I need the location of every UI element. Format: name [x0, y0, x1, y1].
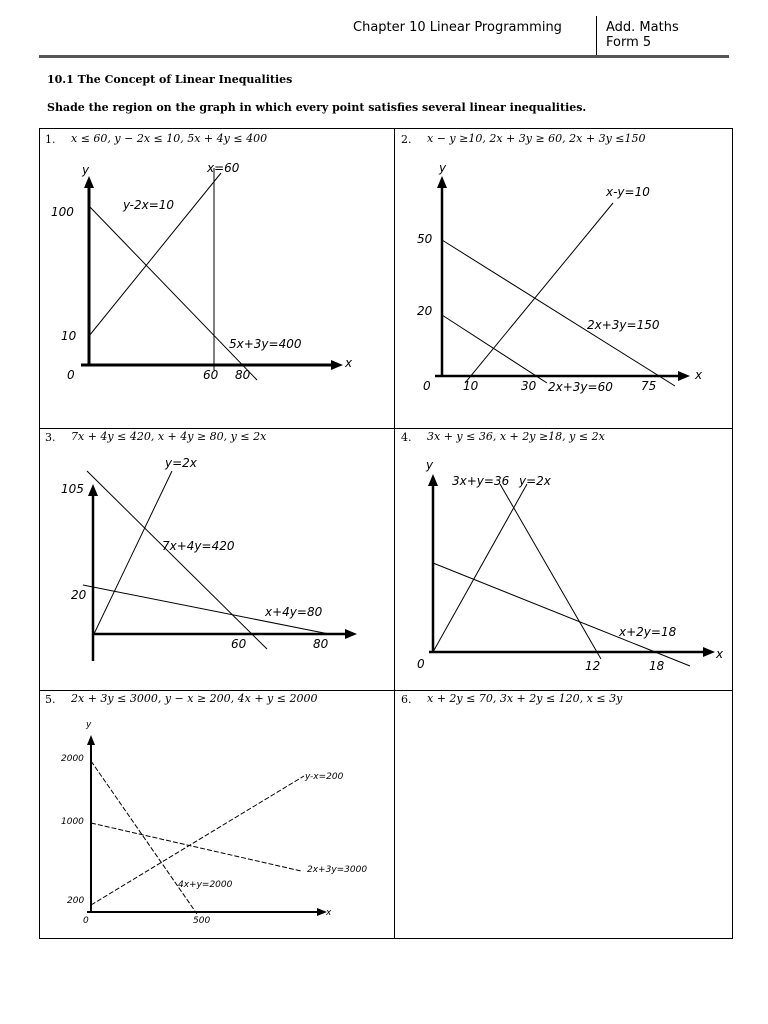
- tick-label-x: 60: [231, 637, 247, 651]
- origin-label: 0: [67, 368, 75, 382]
- tick-label-x: 75: [641, 379, 657, 393]
- question-inequalities: x ≤ 60, y − 2x ≤ 10, 5x + 4y ≤ 400: [71, 132, 268, 145]
- origin-label: 0: [423, 379, 431, 393]
- tick-label-x: 500: [193, 916, 211, 926]
- axis-label-x: x: [695, 368, 703, 382]
- question-inequalities: 2x + 3y ≤ 3000, y − x ≥ 200, 4x + y ≤ 2000: [71, 692, 318, 705]
- question-inequalities: 3x + y ≤ 36, x + 2y ≥18, y ≤ 2x: [427, 430, 605, 443]
- question-5-graph: [39, 691, 394, 939]
- line-2x-3y-150: [442, 240, 675, 386]
- line-label: 4x+y=2000: [178, 880, 233, 890]
- tick-label-y: 20: [417, 304, 433, 318]
- question-number: 2.: [401, 133, 412, 146]
- tick-label-x: 80: [235, 368, 251, 382]
- axis-label-y: y: [82, 163, 90, 177]
- y-axis-arrow: [437, 176, 447, 188]
- line-label: x+2y=18: [619, 625, 677, 639]
- axis-label-y: y: [439, 161, 447, 175]
- tick-label-y: 1000: [61, 817, 84, 827]
- line-label: x+4y=80: [265, 605, 323, 619]
- chapter-title: Chapter 10 Linear Programming: [353, 20, 562, 35]
- axis-label-x: x: [326, 908, 332, 918]
- line-label: 5x+3y=400: [229, 337, 302, 351]
- tick-label-x: 30: [521, 379, 537, 393]
- line-2x-3y-60: [442, 315, 547, 383]
- line-label: y=2x: [519, 474, 551, 488]
- line-7x-4y-420: [87, 471, 267, 649]
- axis-label-x: x: [716, 647, 724, 661]
- line-label: 3x+y=36: [452, 474, 510, 488]
- y-axis-arrow: [428, 474, 438, 486]
- x-axis-arrow: [345, 629, 357, 639]
- origin-label: 0: [417, 657, 425, 671]
- y-axis-arrow: [84, 176, 94, 188]
- line-label: y-x=200: [305, 772, 344, 782]
- question-4-cell: [395, 429, 733, 690]
- question-3-cell: [39, 429, 394, 690]
- tick-label-x: 12: [585, 659, 601, 673]
- subject-line-1: Add. Maths: [606, 20, 679, 35]
- tick-label-y: 105: [61, 482, 84, 496]
- line-y-2x: [93, 471, 172, 636]
- line-label: 2x+3y=3000: [307, 865, 368, 875]
- question-2-cell: [395, 128, 733, 428]
- tick-label-x: 18: [649, 659, 665, 673]
- line-x-2y-18: [433, 563, 690, 666]
- question-inequalities: 7x + 4y ≤ 420, x + 4y ≥ 80, y ≤ 2x: [71, 430, 267, 443]
- y-axis-arrow: [87, 735, 95, 745]
- header-divider: [596, 16, 597, 58]
- line-4x-y-2000: [91, 761, 197, 914]
- line-3x-y-36: [500, 484, 601, 659]
- x-axis-arrow: [678, 371, 690, 381]
- question-4-graph: [395, 429, 733, 690]
- axis-label-x: x: [345, 356, 353, 370]
- question-6-cell: [395, 691, 733, 939]
- question-inequalities: x + 2y ≤ 70, 3x + 2y ≤ 120, x ≤ 3y: [427, 692, 623, 705]
- question-5-cell: [39, 691, 394, 939]
- axis-label-y: y: [426, 458, 434, 472]
- tick-label-x: 80: [313, 637, 329, 651]
- question-2-graph: [395, 128, 733, 428]
- line-x-y-10: [465, 203, 613, 383]
- origin-label: 0: [83, 916, 89, 926]
- tick-label-y: 20: [71, 588, 87, 602]
- line-label: y-2x=10: [123, 198, 175, 212]
- tick-label-y: 200: [67, 896, 85, 906]
- question-number: 5.: [45, 693, 56, 706]
- question-6-area: [395, 691, 733, 939]
- tick-label-y: 100: [51, 205, 74, 219]
- subject-line-2: Form 5: [606, 35, 652, 50]
- x-axis-arrow: [331, 360, 343, 370]
- tick-label-y: 10: [61, 329, 77, 343]
- line-label: x=60: [207, 161, 240, 175]
- y-axis-arrow: [88, 484, 98, 496]
- question-1-cell: [39, 128, 394, 428]
- line-label: 7x+4y=420: [162, 539, 235, 553]
- subject-label: [606, 20, 679, 50]
- line-label: 2x+3y=60: [548, 380, 613, 394]
- question-number: 6.: [401, 693, 412, 706]
- instruction-text: Shade the region on the graph in which every point satisfies several linear inequalities.: [47, 101, 587, 114]
- question-number: 3.: [45, 431, 56, 444]
- line-label: 2x+3y=150: [587, 318, 660, 332]
- line-y-2x: [433, 484, 527, 652]
- question-inequalities: x − y ≥10, 2x + 3y ≥ 60, 2x + 3y ≤150: [427, 132, 646, 145]
- axis-label-y: y: [86, 720, 92, 730]
- tick-label-y: 2000: [61, 754, 84, 764]
- tick-label-y: 50: [417, 232, 433, 246]
- section-title: 10.1 The Concept of Linear Inequalities: [47, 73, 293, 86]
- question-number: 4.: [401, 431, 412, 444]
- tick-label-x: 60: [203, 368, 219, 382]
- header-rule: [39, 55, 729, 58]
- line-label: y=2x: [165, 456, 197, 470]
- question-3-graph: [39, 429, 394, 690]
- question-number: 1.: [45, 133, 56, 146]
- x-axis-arrow: [703, 647, 715, 657]
- question-1-graph: [39, 128, 394, 428]
- line-2x-3y-3000: [91, 823, 301, 871]
- tick-label-x: 10: [463, 379, 479, 393]
- line-label: x-y=10: [606, 185, 650, 199]
